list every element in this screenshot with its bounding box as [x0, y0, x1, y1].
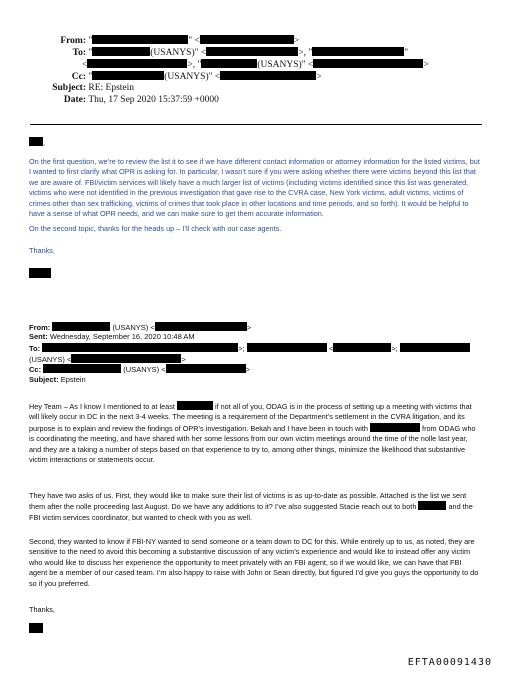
greeting-comma: , — [43, 138, 46, 147]
to-quote-open: " — [88, 48, 93, 58]
reply-greeting — [29, 137, 481, 148]
orig-to-label: To: — [29, 344, 41, 353]
redaction-block — [87, 59, 187, 68]
orig-subject-line — [29, 375, 86, 385]
to-quote-end: " — [404, 48, 409, 58]
orig-thanks: Thanks, — [29, 605, 55, 614]
redaction-block — [166, 364, 246, 373]
lt: < — [82, 60, 88, 70]
redaction-block — [200, 35, 294, 44]
orig-to-usanys: (USANYS) < — [29, 355, 72, 364]
to-usanys-2: (USANYS)" < — [257, 60, 314, 70]
orig-subject-value: Epstein — [60, 375, 86, 384]
to-comma-quote-2: >, " — [187, 60, 202, 70]
cc-quote-open: " — [88, 72, 93, 82]
orig-paragraph-2 — [29, 491, 481, 523]
redaction-block — [155, 322, 247, 331]
orig-semi: >; — [391, 344, 398, 353]
redaction-block — [92, 47, 150, 56]
date-line — [38, 95, 219, 105]
orig-p1-part-c: from ODAG who is coordinating the meeting, and have shared with her some lessons from our own victim meetings around the time of the nolle last year, and they are a taking a number of steps based on that experience to try to, among other things, minimize the likelihood that substantive victim interactions or statements occur. — [29, 423, 476, 465]
to-label: To: — [72, 48, 86, 58]
redaction-block — [29, 623, 43, 633]
cc-gt: > — [316, 72, 322, 82]
orig-p2-part-a: They have two asks of us. First, they would like to make sure their list of victims is as up-to-date as possible. Attached is the list we sent them after the nolle proceeding last August. Do we have any additions to it? I’ve also suggested Stacie reach out to both — [29, 491, 467, 512]
orig-cc-label: Cc: — [29, 365, 42, 374]
redaction-block — [42, 343, 238, 352]
redaction-block — [52, 322, 110, 331]
redaction-block — [92, 35, 188, 44]
to-gt: > — [423, 60, 429, 70]
from-gt: > — [293, 36, 300, 46]
reply-signature — [29, 268, 481, 280]
cc-label: Cc: — [71, 72, 86, 82]
orig-from-label: From: — [29, 323, 51, 332]
date-label: Date: — [63, 95, 86, 105]
subject-label: Subject: — [52, 83, 86, 93]
redaction-block — [313, 59, 423, 68]
cc-usanys: (USANYS)" < — [164, 72, 221, 82]
orig-sent-line — [29, 332, 195, 342]
orig-paragraph-1 — [29, 401, 481, 465]
redaction-block — [71, 354, 181, 363]
orig-gt: > — [245, 365, 250, 374]
redaction-block — [201, 59, 257, 68]
redaction-block — [370, 423, 420, 432]
redaction-block — [418, 501, 446, 510]
redaction-block — [92, 71, 164, 80]
to-line-2 — [82, 59, 429, 70]
orig-to-line — [29, 343, 470, 354]
from-line — [38, 35, 299, 46]
orig-gt: > — [181, 355, 186, 364]
orig-sent-value: Wednesday, September 16, 2020 10:48 AM — [49, 332, 195, 341]
orig-semi: >; — [238, 344, 245, 353]
reply-paragraph-1: On the first question, we’re to review the list it to see if we have different contact information or attorney information for the listed victims, but I wanted to first clarify what OPR is asking for. In particular, I wasn’t sure if you were asking whether there were victims beyond this list that we are aware of. FBI/victim services will likely have a much larger list of victims (including victims identified since this list was generated, victims who were not identified in the previous investigation that gave rise to the CVRA case, New York victims, adult victims, victims of crimes other than sex trafficking, victims of crimes that took place in other locations and time periods, and so forth). It would be helpful to have a sense of what OPR needs, and we can make sure to get them accurate information. — [29, 157, 480, 219]
orig-sent-label: Sent: — [29, 332, 48, 341]
redaction-block — [177, 401, 213, 410]
orig-gt: > — [246, 323, 252, 332]
redaction-block — [247, 343, 327, 352]
header-divider — [30, 124, 482, 125]
document-id: EFTA00091430 — [407, 657, 492, 668]
to-comma-quote: >, " — [298, 48, 313, 58]
redaction-block — [206, 47, 298, 56]
date-value: Thu, 17 Sep 2020 15:37:59 +0000 — [88, 95, 219, 105]
redaction-block — [29, 137, 46, 147]
from-quote-open: " — [88, 36, 93, 46]
orig-subject-label: Subject: — [29, 375, 59, 384]
redaction-block — [333, 343, 391, 352]
redaction-block — [29, 268, 51, 278]
from-quote-close: " < — [188, 36, 200, 46]
orig-signature — [29, 623, 481, 635]
reply-paragraph-2: On the second topic, thanks for the heads up – I’ll check with our case agents. — [29, 224, 282, 233]
subject-line — [38, 83, 134, 93]
redaction-block — [400, 343, 470, 352]
to-usanys-1: (USANYS)" < — [150, 48, 207, 58]
orig-cc-line — [29, 364, 250, 375]
reply-thanks: Thanks, — [29, 246, 55, 255]
redaction-block — [43, 364, 121, 373]
from-label: From: — [60, 36, 86, 46]
orig-p2-part-b: and the FBI victim services coordinator, but wanted to check with you as well. — [29, 502, 473, 522]
orig-p1-part-a: Hey Team – As I know I mentioned to at least — [29, 402, 175, 411]
to-line — [38, 47, 408, 58]
orig-cc-usanys: (USANYS) < — [123, 365, 166, 374]
cc-line — [38, 71, 322, 82]
subject-value: RE: Epstein — [88, 83, 135, 93]
lt: < — [328, 344, 334, 353]
redaction-block — [312, 47, 404, 56]
orig-paragraph-3: Second, they wanted to know if FBI-NY wanted to send someone or a team down to DC for this. While entirely up to us, as noted, they are sensitive to the need to avoid this becoming a substantive discussion of any victim’s experience and would like to instead offer any victim who would like to discuss her experience the opportunity to meet privately with an FBI agent, so if we would like, we can have that FBI agent be a member of our cased team. I’m also happy to raise with John or Sean directly, but figured I’d give you guys the opportunity to do so if you preferred. — [29, 537, 479, 588]
redaction-block — [220, 71, 316, 80]
orig-p1-part-b: if not all of you, ODAG is in the process of setting up a meeting with victims that will likely occur in DC in the next 3-4 weeks. The meeting is a requirement of the Department’s settlement in the CVRA litigation, and its purpose is to explain and review the findings of OPR’s investigation. Bekah and I have been in touch with — [29, 402, 472, 433]
orig-from-usanys: (USANYS) < — [112, 323, 155, 332]
